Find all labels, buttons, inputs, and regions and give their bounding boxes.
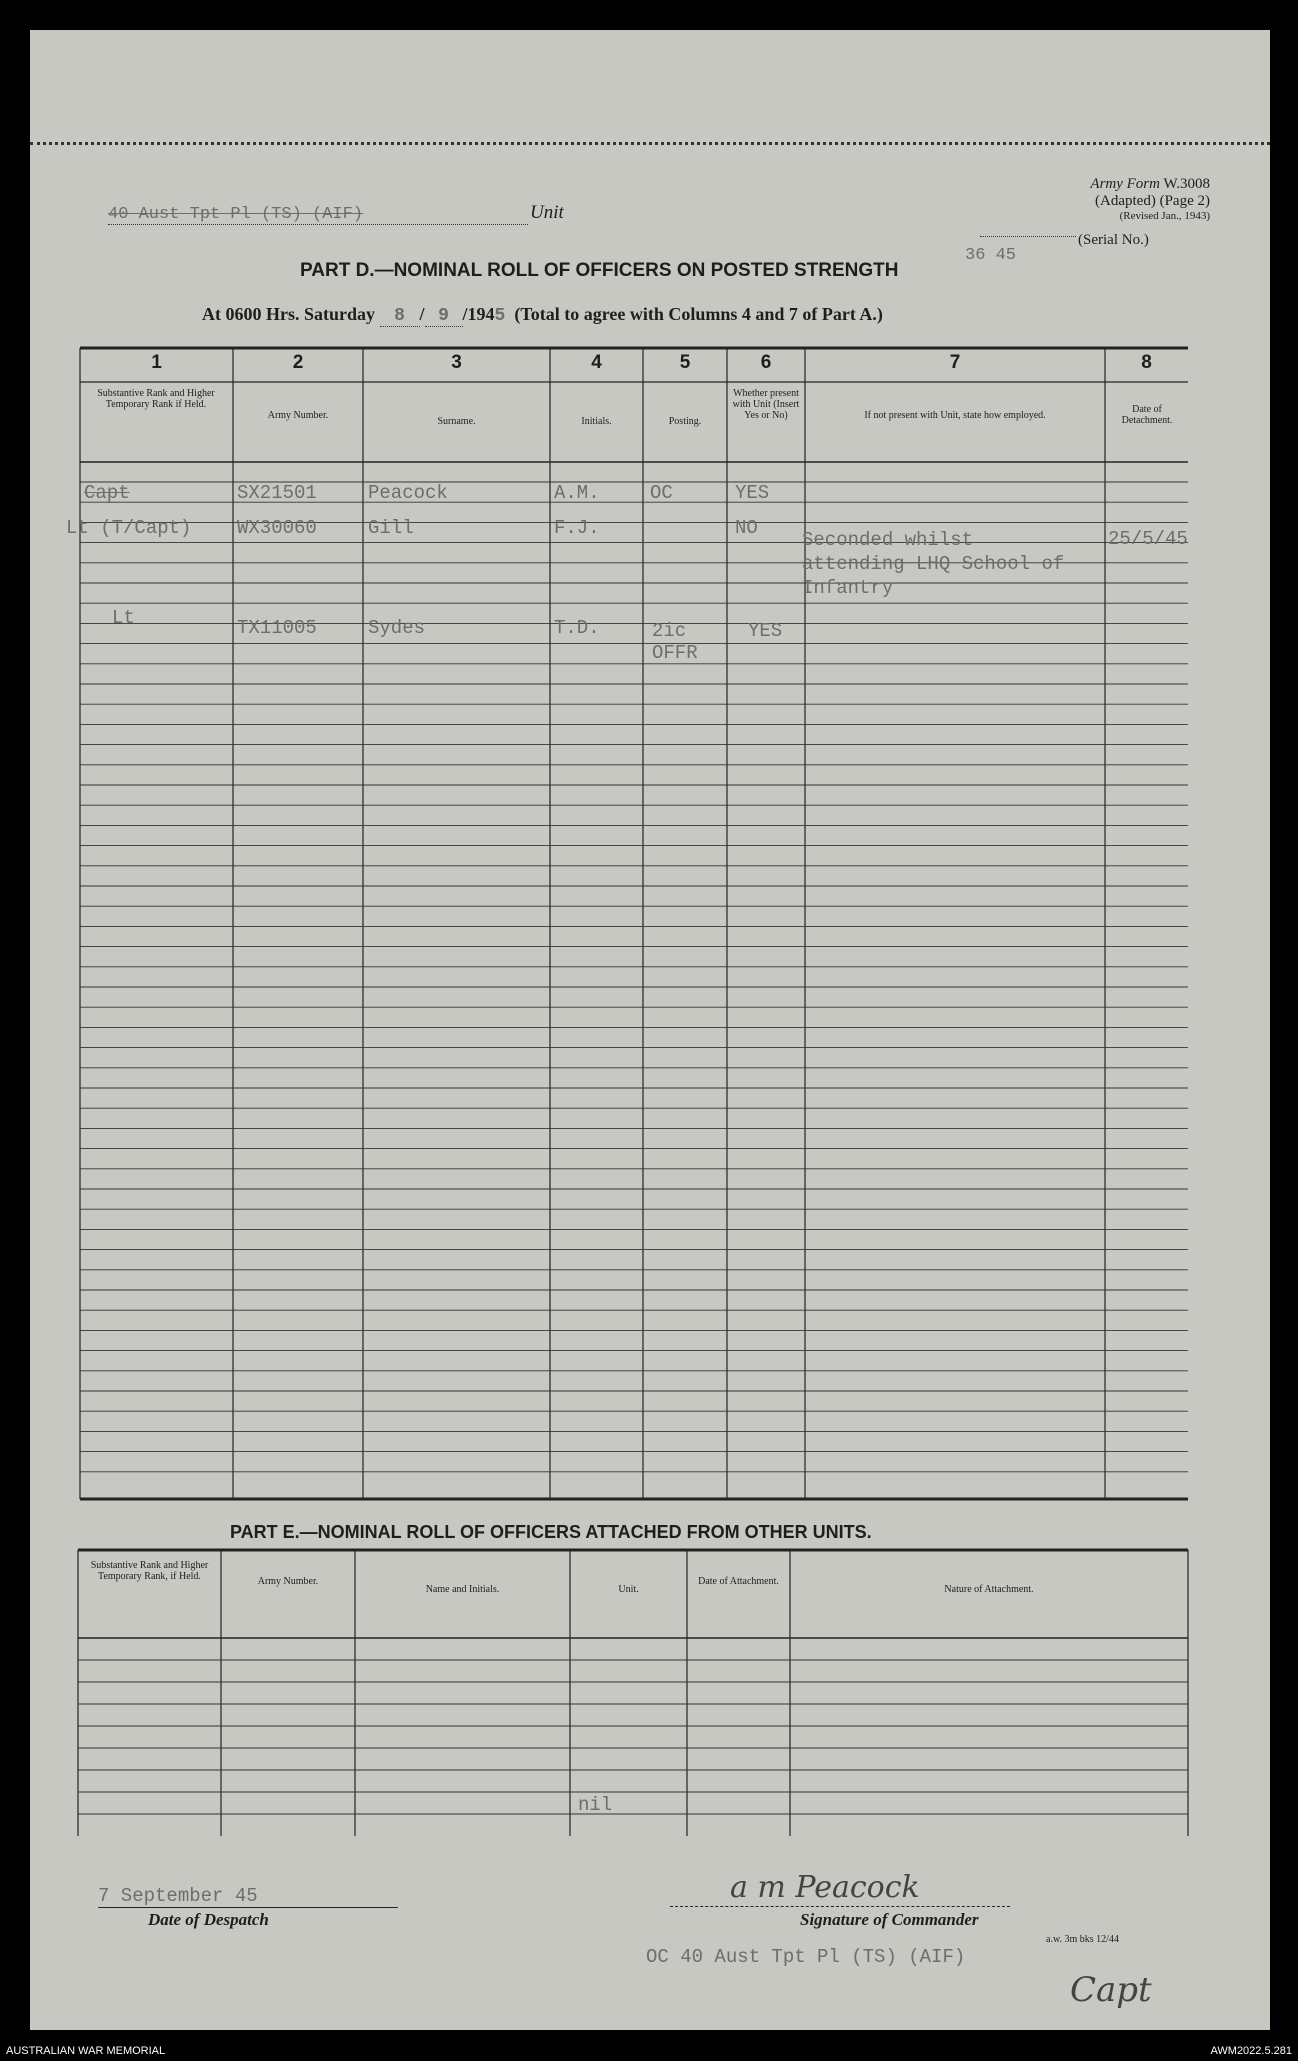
despatch-date: 7 September 45 [98,1885,398,1908]
part-d-title: PART D.—NOMINAL ROLL OF OFFICERS ON POSTED STRENGTH [300,260,899,281]
unit-value: 40 Aust Tpt Pl (TS) (AIF) [108,205,528,225]
col-num-3: 3 [451,352,462,373]
e-header-army-number: Army Number. [257,1576,319,1587]
e-header-nature: Nature of Attachment. [944,1584,1034,1595]
officer-line: OC 40 Aust Tpt Pl (TS) (AIF) [646,1946,966,1968]
row1-posting: OC [650,482,673,504]
header-employed: If not present with Unit, state how employed. [864,410,1046,421]
row3-number: TX11005 [237,617,317,639]
header-present: Whether present with Unit (Insert Yes or No) [732,388,800,421]
row1-number: SX21501 [237,482,317,504]
row2-present: NO [735,517,758,539]
col-num-6: 6 [760,352,772,373]
row3-posting: 2ic OFFR [652,620,698,664]
e-header-date: Date of Attachment. [698,1576,779,1587]
commander-signature: a m Peacock [730,1870,920,1905]
col-num-4: 4 [591,352,602,373]
archive-footer [0,2031,1298,2061]
e-header-rank: Substantive Rank and Higher Temporary Rank, if Held. [90,1560,209,1582]
row2-rank: Lt (T/Capt) [66,517,192,539]
form-page [30,30,1270,2030]
date-prefix: At 0600 Hrs. Saturday [202,304,376,324]
footer-left: AUSTRALIAN WAR MEMORIAL [6,2045,166,2057]
part-e-nil: nil [578,1794,613,1816]
row3-rank: Lt [112,607,135,629]
date-year-prefix: /194 [462,304,495,324]
col-num-5: 5 [679,352,691,373]
row1-initials: A.M. [554,482,600,504]
header-date-detachment: Date of Detachment. [1121,404,1173,426]
row2-employed: Seconded whilst attending LHQ School of Infantry [802,529,1065,599]
date-day: 8 [380,306,420,327]
header-surname: Surname. [437,416,476,427]
row3-initials: T.D. [554,617,600,639]
row1-present: YES [735,482,770,504]
col-num-8: 8 [1141,352,1152,373]
form-id-prefix: Army Form [1090,176,1160,192]
row1-surname: Peacock [368,482,448,504]
signature-label: Signature of Commander [800,1910,979,1929]
part-e-title: PART E.—NOMINAL ROLL OF OFFICERS ATTACHED FROM OTHER UNITS. [230,1522,872,1542]
header-army-number: Army Number. [267,410,329,421]
e-header-unit: Unit. [618,1584,639,1595]
row2-number: WX30060 [237,517,317,539]
row3-present: YES [748,620,783,642]
part-e-grid [30,30,1270,2030]
date-line: At 0600 Hrs. Saturday 8 / 9 /1945 (Total to agree with Columns 4 and 7 of Part A.) [202,304,883,326]
form-adapted: (Adapted) (Page 2) [1095,193,1210,209]
col-num-7: 7 [949,352,961,373]
header-posting: Posting. [668,416,702,427]
despatch-label: Date of Despatch [148,1910,269,1929]
print-code: a.w. 3m bks 12/44 [1046,1934,1119,1945]
form-revised: (Revised Jan., 1943) [1119,210,1210,222]
col-num-2: 2 [292,352,304,373]
e-header-name: Name and Initials. [425,1584,500,1595]
date-suffix: (Total to agree with Columns 4 and 7 of Part A.) [514,304,883,324]
row2-date: 25/5/45 [1108,528,1188,550]
col-num-1: 1 [151,352,162,373]
row1-rank: Capt [84,482,130,504]
serial-label: (Serial No.) [1078,232,1149,248]
unit-label: Unit [530,202,564,223]
rank-handwritten: Capt [1070,1970,1152,2010]
row2-surname: Gill [368,517,414,539]
date-month: 9 [425,306,463,327]
form-id: W.3008 [1163,176,1210,192]
serial-value: 36 45 [965,246,1017,265]
signature-line [670,1906,1010,1907]
date-year-digit: 5 [494,306,506,326]
header-rank: Substantive Rank and Higher Temporary Rank if Held. [97,388,215,410]
row2-initials: F.J. [554,517,600,539]
header-initials: Initials. [581,416,612,427]
footer-right: AWM2022.5.281 [1210,2045,1292,2057]
row3-surname: Sydes [368,617,426,639]
